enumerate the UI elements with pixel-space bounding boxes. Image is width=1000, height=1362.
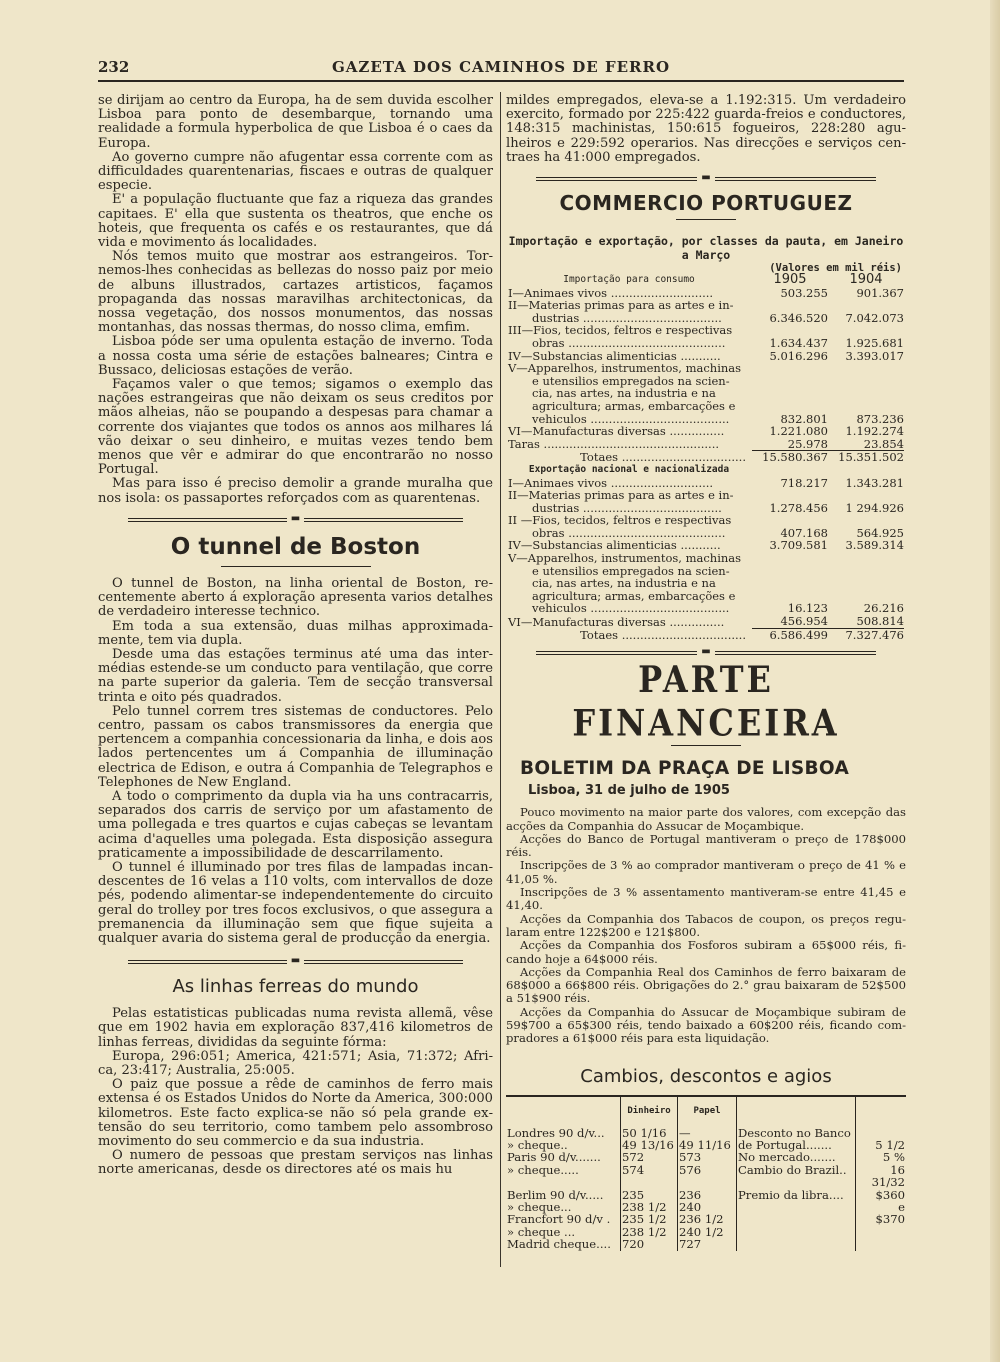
paragraph: E' a população fluctuante que faz a riqueza das grandes capitaes. E' ella que sustenta os theatros, que enche os hoteis, que frequenta os cafés e os restaurantes, que dá vida e movimento ás localidades. <box>98 192 493 251</box>
title-underline <box>221 566 371 567</box>
fx-dinheiro: 238 1/2 <box>621 1226 678 1238</box>
export-heading-row <box>506 464 904 477</box>
total-row <box>506 451 904 464</box>
fx-dinheiro: 49 13/16 <box>621 1139 678 1151</box>
table-row <box>506 1238 906 1250</box>
cell-v1904: 1.343.281 <box>845 475 904 490</box>
cell-v1905: 832.801 <box>780 411 828 426</box>
section-separator <box>98 512 493 526</box>
fx-papel: 727 <box>678 1238 737 1250</box>
paragraph: O paiz que possue a rêde de caminhos de ferro mais extensa é os Estados Unidos do Norte da America, 300:000 kilometros. Este facto explica-se não só pela grande extensão do seu territorio, como tambem pelo assombroso movimento do seu commercio e da sua industria. <box>98 1077 493 1149</box>
paragraph: Inscripções de 3 % ao comprador mantiveram o preço de 41 % e 41,05 %. <box>506 858 906 886</box>
left-column <box>98 94 493 1178</box>
cell-v1905 <box>752 375 828 388</box>
fx-right-label: No mercado....... <box>737 1151 856 1163</box>
table-row <box>506 552 904 565</box>
cell-v1905 <box>752 387 828 400</box>
cell-v1904: 1.192.274 <box>845 424 904 439</box>
paragraph: Ao governo cumpre não afugentar essa corrente com as difficuldades quarentenarias, fiscaes e outras de qualquer especie. <box>98 149 493 194</box>
row-label: II—Materias primas para as artes e in- <box>508 488 734 503</box>
row-label: VI—Manufacturas diversas ............... <box>508 614 725 629</box>
fx-label: » cheque... <box>507 1200 572 1215</box>
fx-dinheiro: 235 1/2 <box>621 1213 678 1225</box>
fx-right-label <box>737 1226 856 1238</box>
fx-dinheiro: 50 1/16 <box>621 1127 678 1139</box>
commercio-title: COMMERCIO PORTUGUEZ <box>559 191 853 216</box>
cell-v1904: 7.042.073 <box>845 310 904 325</box>
table-header <box>506 274 904 287</box>
cell-v1904: 1 294.926 <box>845 500 904 515</box>
table-row <box>506 299 904 312</box>
parte-financeira-title: PARTE FINANCEIRA <box>572 657 840 745</box>
fx-right-label <box>737 1201 856 1213</box>
cell-v1904 <box>828 489 904 502</box>
section-separator <box>98 954 493 968</box>
paragraph: O numero de pessoas que prestam serviços nas linhas norte americanas, desde os directores até os mais hu <box>98 1148 493 1178</box>
paragraph: O tunnel de Boston, na linha oriental de Boston, recentemente aberto á exploração apresenta varios detalhes de verdadeiro interesse technico. <box>98 575 493 620</box>
fx-label: Francfort 90 d/v . <box>507 1212 611 1227</box>
row-label: cia, nas artes, na industria e na <box>532 576 716 591</box>
cell-v1905: 407.168 <box>780 525 828 540</box>
row-label: Taras ................................................ <box>508 437 720 452</box>
paragraph: Acções da Companhia dos Fosforos subiram a 65$000 réis, ficando hoje a 64$000 réis. <box>506 938 906 966</box>
cell-v1905: 503.255 <box>780 285 828 300</box>
export-heading: Exportação nacional e nacionalizada <box>528 463 730 475</box>
cell-v1904: 26.216 <box>863 601 904 616</box>
fx-dinheiro: 572 <box>621 1151 678 1163</box>
page-edge <box>990 0 1000 1362</box>
boletim-title: BOLETIM DA PRAÇA DE LISBOA <box>520 758 850 780</box>
table-row <box>506 1151 906 1163</box>
paragraph: Acções da Companhia do Assucar de Moçambique subiram de 59$700 a 65$300 réis, tendo baixado a 60$200 réis, ficando compradores a 61$000 réis para esta liquidação. <box>506 1004 906 1046</box>
cell-v1905 <box>752 299 828 312</box>
total-v1905: 15.580.367 <box>752 451 828 464</box>
paragraph: Mas para isso é preciso demolir a grande muralha que nos isola: os passaportes reforçados com as quarentenas. <box>98 476 493 506</box>
fx-right-label: Premio da libra.... <box>737 1189 856 1201</box>
total-v1904: 7.327.476 <box>828 628 904 641</box>
train-ornament-icon: ▬ <box>697 646 714 657</box>
total-label: Totaes .................................. <box>580 627 746 642</box>
cell-v1904: 873.236 <box>856 411 904 426</box>
table-row <box>506 337 904 350</box>
paragraph: Acções da Companhia Real dos Caminhos de ferro baixaram de 68$000 a 66$800 réis. Obrigações do 2.° grau baixaram de 52$500 a 51$900 réis. <box>506 964 906 1006</box>
cell-v1904: 3.393.017 <box>845 348 904 363</box>
cell-v1904 <box>828 387 904 400</box>
fx-label: Madrid cheque.... <box>507 1237 611 1252</box>
cell-v1905: 456.954 <box>780 614 828 629</box>
table-row <box>506 1164 906 1189</box>
cell-v1905 <box>752 362 828 375</box>
fx-papel: 240 1/2 <box>678 1226 737 1238</box>
cell-v1905 <box>752 577 828 590</box>
row-label: e utensilios empregados na scien- <box>532 373 730 388</box>
cell-v1904 <box>828 565 904 578</box>
cell-v1905 <box>752 514 828 527</box>
cell-v1905 <box>752 552 828 565</box>
row-label: V—Apparelhos, instrumentos, machinas <box>508 361 742 376</box>
col-papel: Papel <box>678 1096 737 1127</box>
paragraph: Em toda a sua extensão, duas milhas approximadamente, tem via dupla. <box>98 618 493 648</box>
row-label: cia, nas artes, na industria e na <box>532 386 716 401</box>
cell-v1905: 3.709.581 <box>769 538 828 553</box>
row-label: dustrias ...................................... <box>532 500 722 515</box>
cell-v1905: 16.123 <box>787 601 828 616</box>
paragraph: Pouco movimento na maior parte dos valores, com excepção das acções da Companhia do Assucar de Moçambique. <box>506 805 906 833</box>
fx-right-value: e <box>856 1201 907 1213</box>
fx-right-value: 5 1/2 <box>856 1139 907 1151</box>
fx-right-label: Desconto no Banco <box>737 1127 856 1139</box>
fx-right-value: $360 <box>856 1189 907 1201</box>
fx-right-value <box>856 1226 907 1238</box>
cell-v1904: 508.814 <box>856 614 904 629</box>
paragraph: Inscripções de 3 % assentamento mantiveram-se entre 41,45 e 41,40. <box>506 885 906 913</box>
right-column <box>506 94 906 1251</box>
fx-papel: 236 1/2 <box>678 1213 737 1225</box>
fx-right-value: 16 31/32 <box>856 1164 907 1189</box>
cell-v1905: 1.278.456 <box>769 500 828 515</box>
cell-v1904: 23.854 <box>863 436 904 451</box>
page-number: 232 <box>98 58 130 76</box>
row-label: IV—Substancias alimenticias ........... <box>508 348 721 363</box>
col-1905: 1905 <box>773 272 807 288</box>
commercio-table <box>506 274 904 641</box>
fx-papel: 576 <box>678 1164 737 1189</box>
col-dinheiro: Dinheiro <box>621 1096 678 1127</box>
section-separator <box>506 171 906 185</box>
fx-dinheiro: 235 <box>621 1189 678 1201</box>
row-label: agricultura; armas, embarcações e <box>532 398 736 413</box>
cell-v1904 <box>828 362 904 375</box>
row-label: agricultura; armas, embarcações e <box>532 588 736 603</box>
linhas-article <box>98 1007 493 1177</box>
train-ornament-icon: ▬ <box>287 955 304 966</box>
cell-v1904 <box>828 577 904 590</box>
table-row <box>506 362 904 375</box>
cambios-table <box>506 1095 906 1251</box>
title-underline <box>676 219 736 220</box>
table-row <box>506 400 904 413</box>
paragraph: se dirijam ao centro da Europa, ha de sem duvida escolher Lisboa para ponto de desembarque, tornando uma realidade a formula hyperbolica de que Lisboa é o caes da Europa. <box>98 93 493 151</box>
table-row <box>506 514 904 527</box>
fx-papel: 236 <box>678 1189 737 1201</box>
cell-v1905 <box>752 400 828 413</box>
fx-label: » cheque..... <box>507 1162 579 1177</box>
fx-right-label: Cambio do Brazil.. <box>737 1164 856 1189</box>
cell-v1905 <box>752 489 828 502</box>
table-row <box>506 615 904 628</box>
paragraph: Desde uma das estações terminus até uma das intermédias estende-se um conducto para ventilação, que corre na parte superior da galeria. Tem de secção transversal trinta e oito pés quadrados. <box>98 646 493 705</box>
fx-papel: 49 11/16 <box>678 1139 737 1151</box>
total-row <box>506 628 904 641</box>
paragraph: Acções do Banco de Portugal mantiveram o preço de 178$000 réis. <box>506 831 906 860</box>
fx-papel: 573 <box>678 1151 737 1163</box>
cell-v1905: 25.978 <box>787 436 828 451</box>
row-label: vehiculos ...................................... <box>532 601 730 616</box>
units-note: (Valores em mil réis) <box>769 262 902 275</box>
cambios-header <box>506 1096 906 1127</box>
paragraph: Europa, 296:051; America, 421:571; Asia, 71:372; Africa, 23:417; Australia, 25:005. <box>98 1048 493 1078</box>
train-ornament-icon: ▬ <box>697 172 714 183</box>
intro-article <box>98 94 493 506</box>
fx-label: » cheque ... <box>507 1224 576 1239</box>
title-underline <box>671 745 741 746</box>
fx-right-label: de Portugal....... <box>737 1139 856 1151</box>
fx-label: » cheque.. <box>507 1137 568 1152</box>
fx-dinheiro: 720 <box>621 1238 678 1250</box>
row-label: II —Fios, tecidos, feltros e respectivas <box>508 513 732 528</box>
continuation-paragraph: mildes empregados, eleva-se a 1.192:315. Um verdadeiro exercito, formado por 225:422 guarda-freios e conductores, 148:315 machinistas, 150:615 fogueiros, 228:280 agulheiros e 229:592 operarios. Nas direcções e serviços centraes ha 41:000 empregados. <box>506 93 906 165</box>
col-1904: 1904 <box>849 272 883 288</box>
paragraph: A todo o comprimento da dupla via ha uns contracarris, separados dos carris de serviço por um afastamento de uma pollegada e tres quartos e cujas cabeças se levantam acima d'aquelles uma polegada. Esta disposição assegura praticamente a impossibilidade de descarrilamento. <box>98 788 493 861</box>
paragraph: Façamos valer o que temos; sigamos o exemplo das nações estrangeiras que não deixam os seus creditos por mãos alheias, não se poupando a despesas para chamar a corrente dos viajantes que todos os annos aos milhares lá vão deixar o seu dinheiro, e muitas vezes tendo bem menos que vêr e admirar do que encontrarão no nosso Portugal. <box>98 377 493 478</box>
cell-v1904: 564.925 <box>856 525 904 540</box>
cell-v1905: 1.634.437 <box>769 335 828 350</box>
boletim-article <box>506 806 906 1045</box>
fx-right-value <box>856 1238 907 1250</box>
fx-dinheiro: 574 <box>621 1164 678 1189</box>
cell-v1904 <box>828 514 904 527</box>
cell-v1905: 6.346.520 <box>769 310 828 325</box>
cell-v1905 <box>752 565 828 578</box>
cell-v1904: 1.925.681 <box>845 335 904 350</box>
paragraph: Acções da Companhia dos Tabacos de coupon, os preços regularam entre 122$200 e 121$800. <box>506 911 906 939</box>
table-row <box>506 1213 906 1225</box>
page-header <box>98 58 904 82</box>
table-row <box>506 489 904 502</box>
cell-v1905: 718.217 <box>780 475 828 490</box>
cell-v1904 <box>828 400 904 413</box>
tunnel-article <box>98 577 493 946</box>
paragraph: Nós temos muito que mostrar aos estrangeiros. Tornemos-lhes conhecidas as bellezas do nosso paiz por meio de albuns illustrados, cartazes artisticos, façamos propaganda das nossas maravilhas architectonicas, da nossa vegetação, dos nossos monumentos, das nossas montanhas, das nossas thermas, do nosso clima, emfim. <box>98 249 493 336</box>
linhas-title: As linhas ferreas do mundo <box>172 976 419 998</box>
cell-v1904: 901.367 <box>856 285 904 300</box>
row-label: I—Animaes vivos ............................ <box>508 475 714 490</box>
row-label: VI—Manufacturas diversas ............... <box>508 424 725 439</box>
import-heading: Importação para consumo <box>563 274 695 286</box>
cell-v1905: 5.016.296 <box>769 348 828 363</box>
cambios-title: Cambios, descontos e agios <box>580 1065 832 1087</box>
fx-right-value: 5 % <box>856 1151 907 1163</box>
row-label: III—Fios, tecidos, feltros e respectivas <box>508 323 733 338</box>
fx-papel: — <box>678 1127 737 1139</box>
cell-v1904 <box>828 299 904 312</box>
row-label: obras ........................................... <box>532 525 726 540</box>
table-row <box>506 425 904 438</box>
table-row <box>506 438 904 451</box>
cell-v1904: 3.589.314 <box>845 538 904 553</box>
row-label: e utensilios empregados na scien- <box>532 563 730 578</box>
cell-v1904 <box>828 375 904 388</box>
fx-right-label <box>737 1213 856 1225</box>
paragraph: Pelas estatisticas publicadas numa revista allemã, vêse que em 1902 havia em exploração 837,416 kilometros de linhas ferreas, divididas da seguinte fórma: <box>98 1006 493 1050</box>
row-label: II—Materias primas para as artes e in- <box>508 298 734 313</box>
total-v1904: 15.351.502 <box>828 451 904 464</box>
total-label: Totaes .................................. <box>580 450 746 465</box>
fx-right-label <box>737 1238 856 1250</box>
journal-title: GAZETA DOS CAMINHOS DE FERRO <box>331 58 671 76</box>
cell-v1904 <box>828 552 904 565</box>
row-label: dustrias ...................................... <box>532 310 722 325</box>
fx-papel: 240 <box>678 1201 737 1213</box>
fx-label: Londres 90 d/v... <box>507 1125 605 1140</box>
table-row <box>506 577 904 590</box>
cell-v1905: 1.221.080 <box>769 424 828 439</box>
row-label: I—Animaes vivos ............................ <box>508 285 714 300</box>
column-divider <box>500 92 501 1267</box>
fx-label: Berlim 90 d/v..... <box>507 1187 604 1202</box>
dateline: Lisboa, 31 de julho de 1905 <box>528 783 730 799</box>
paragraph: O tunnel é illuminado por tres filas de lampadas incandescentes de 16 velas a 110 volts, com intervallos de doze pés, podendo alimentar-se independentemente do circuito geral do trolley por tres focos exclusivos, o que assegura a premanencia da illuminação sem que fique sujeita a qualquer avaria do sistema geral de producção da energia. <box>98 859 493 946</box>
commercio-subtitle: Importação e exportação, por classes da pauta, em Janeiro a Março <box>508 234 904 263</box>
table-row <box>506 602 904 615</box>
fx-label: Paris 90 d/v....... <box>507 1150 601 1165</box>
tunnel-title: O tunnel de Boston <box>170 533 421 560</box>
paragraph: Lisboa póde ser uma opulenta estação de inverno. Toda a nossa costa uma série de estações balneares; Cintra e Bussaco, deliciosas estações de verão. <box>98 334 493 378</box>
fx-dinheiro: 238 1/2 <box>621 1201 678 1213</box>
row-label: IV—Substancias alimenticias ........... <box>508 538 721 553</box>
train-ornament-icon: ▬ <box>287 513 304 524</box>
fx-right-value: $370 <box>856 1213 907 1225</box>
row-label: V—Apparelhos, instrumentos, machinas <box>508 551 742 566</box>
total-v1905: 6.586.499 <box>752 628 828 641</box>
row-label: obras ........................................... <box>532 335 726 350</box>
paragraph: Pelo tunnel correm tres sistemas de conductores. Pelo centro, passam os cabos transmissores da energia que pertencem a companhia concessionaria da linha, e dois aos lados pertencentes um á Companhia de illuminação electrica de Edison, e outra á Companhia de Telegraphos e Telephones de New England. <box>98 703 493 790</box>
row-label: vehiculos ...................................... <box>532 411 730 426</box>
